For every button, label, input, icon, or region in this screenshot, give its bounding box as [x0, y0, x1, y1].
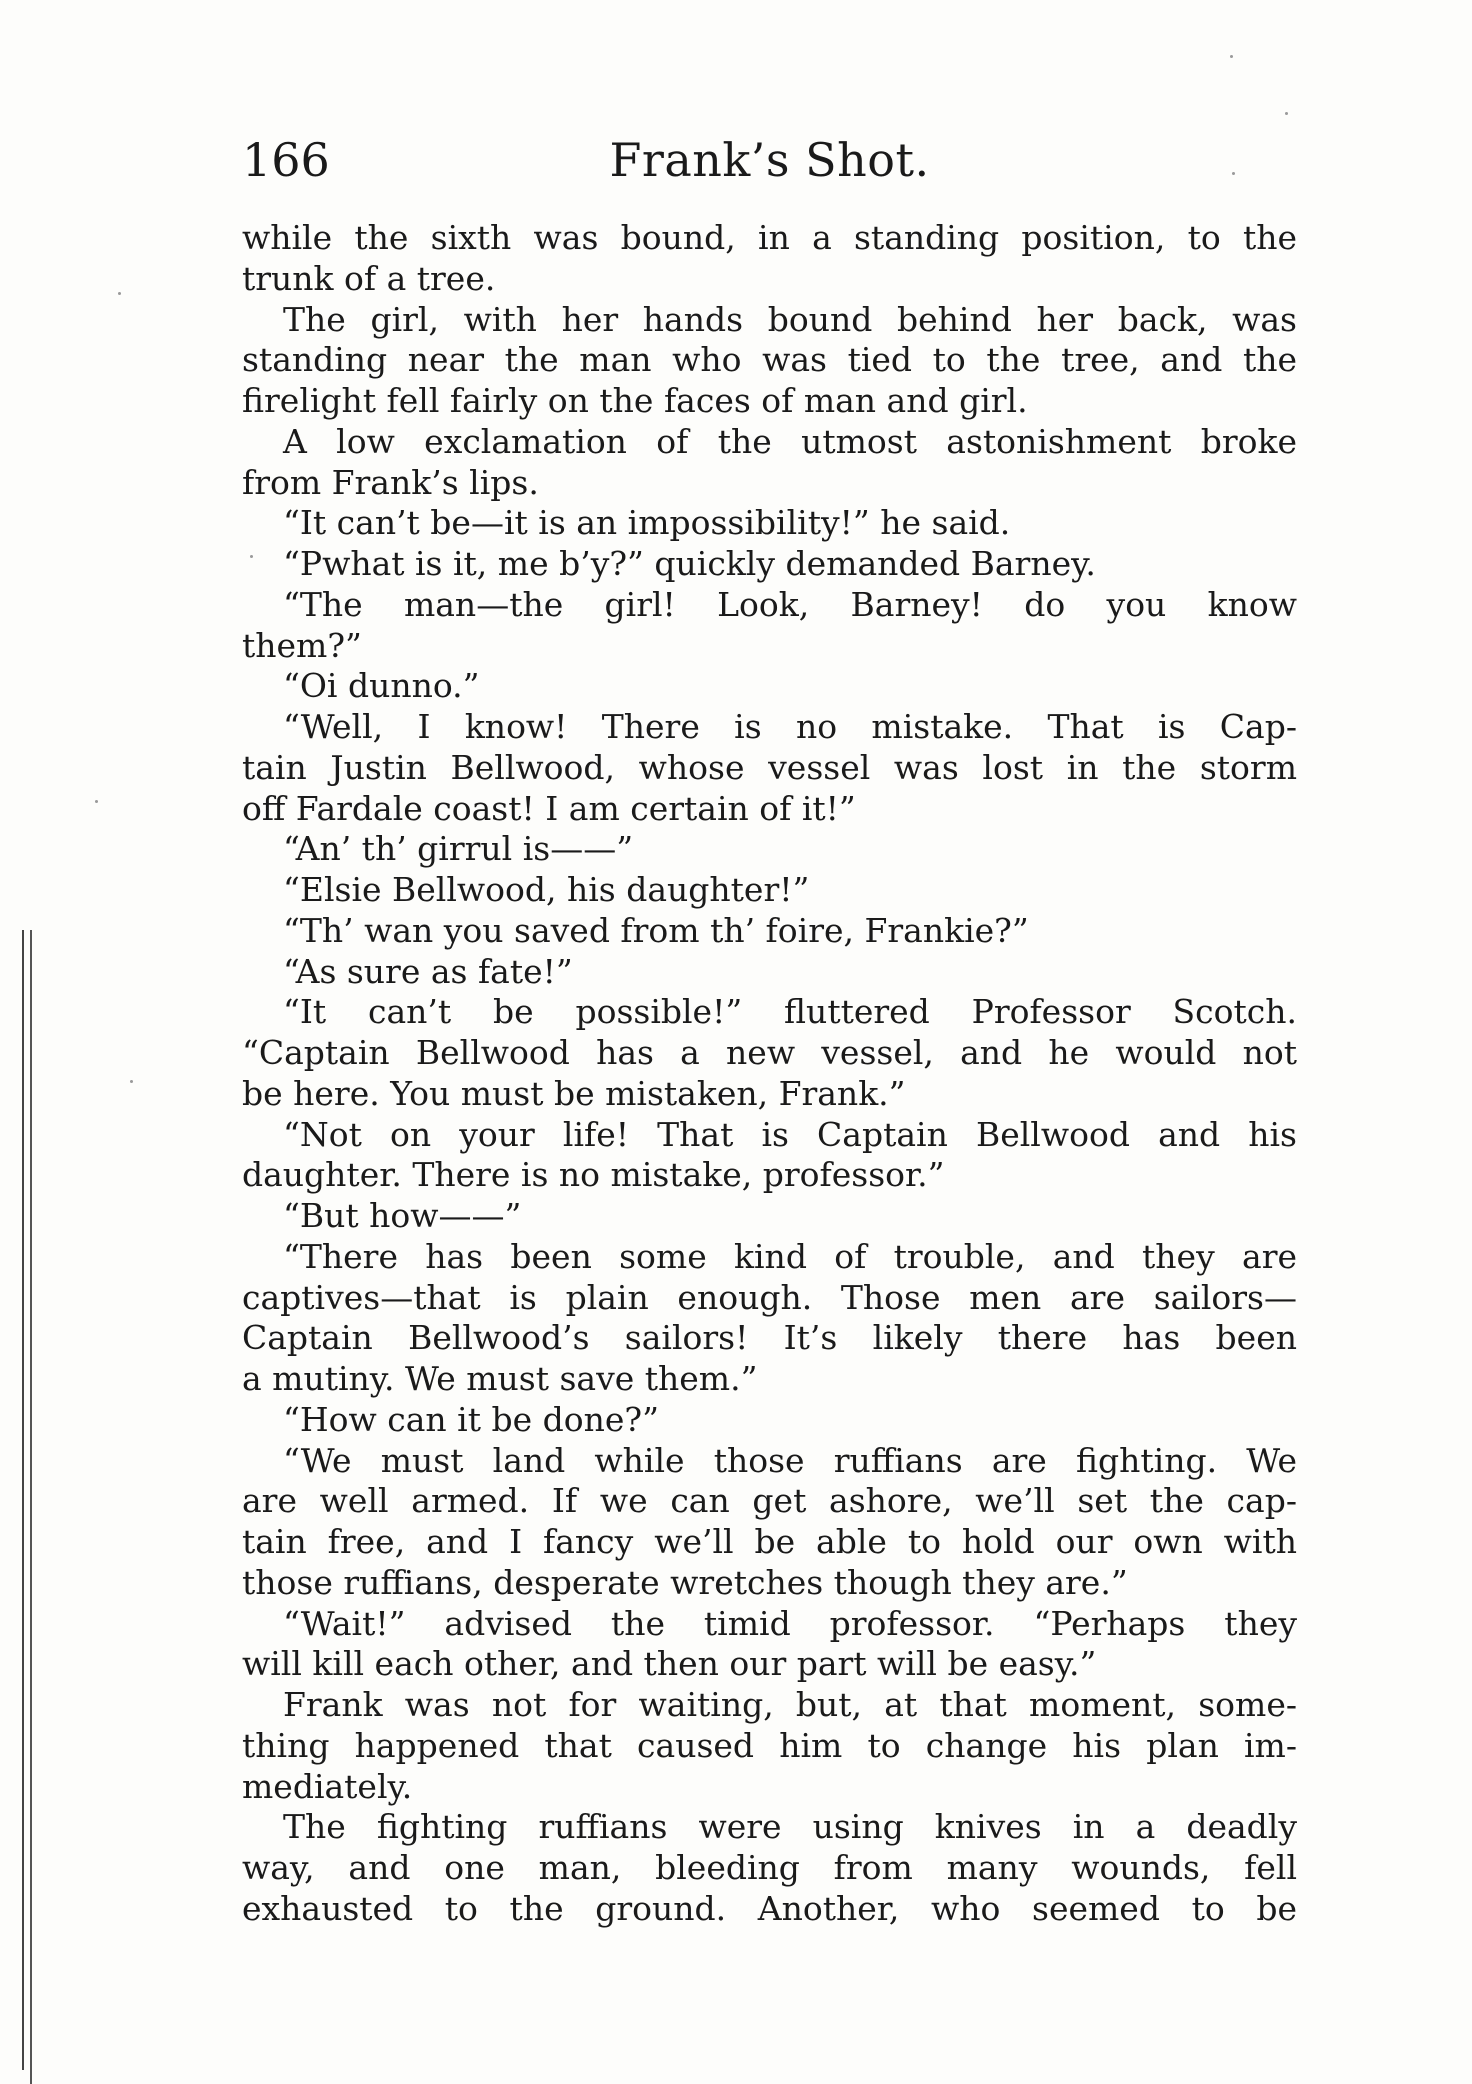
- text-line: daughter. There is no mistake, professor.”: [242, 1155, 945, 1195]
- text-line: “An’ th’ girrul is——”: [283, 829, 634, 869]
- text-line: will kill each other, and then our part will be easy.”: [242, 1644, 1097, 1684]
- text-line: “Elsie Bellwood, his daughter!”: [283, 870, 810, 909]
- text-line: “We must land while those ruffians are fighting. We: [283, 1440, 1297, 1480]
- text-line: those ruffians, desperate wretches though they are.”: [242, 1562, 1128, 1602]
- text-line: while the sixth was bound, in a standing position, to the: [242, 218, 1297, 257]
- text-line: “Well, I know! There is no mistake. That is Cap-: [283, 707, 1297, 746]
- text-line: from Frank’s lips.: [242, 462, 539, 502]
- text-line: Captain Bellwood’s sailors! It’s likely there has been: [242, 1318, 1297, 1358]
- text-line: The girl, with her hands bound behind her back, was: [283, 299, 1297, 339]
- body-text: [242, 218, 1297, 1930]
- text-line: be here. You must be mistaken, Frank.”: [242, 1073, 906, 1113]
- running-title: Frank’s Shot.: [609, 133, 930, 187]
- text-line: mediately.: [242, 1766, 413, 1806]
- text-line: trunk of a tree.: [242, 258, 496, 298]
- text-line: tain Justin Bellwood, whose vessel was lost in the storm: [242, 747, 1297, 787]
- text-line: “Not on your life! That is Captain Bellwood and his: [283, 1114, 1297, 1154]
- text-line: “It can’t be possible!” fluttered Professor Scotch.: [283, 992, 1297, 1032]
- text-line: “The man—the girl! Look, Barney! do you know: [283, 584, 1297, 624]
- page-number: 166: [242, 133, 330, 187]
- binding-edge-line: [22, 930, 24, 2070]
- text-line: The fighting ruffians were using knives in a deadly: [283, 1807, 1297, 1847]
- text-line: exhausted to the ground. Another, who seemed to be: [242, 1888, 1297, 1928]
- text-line: “Th’ wan you saved from th’ foire, Frankie?”: [283, 910, 1029, 950]
- binding-edge-line: [30, 930, 32, 2084]
- text-line: them?”: [242, 625, 362, 665]
- text-line: thing happened that caused him to change his plan im-: [242, 1725, 1297, 1765]
- text-line: A low exclamation of the utmost astonishment broke: [283, 421, 1297, 461]
- text-line: way, and one man, bleeding from many wounds, fell: [242, 1848, 1297, 1887]
- text-line: “But how——”: [283, 1196, 522, 1235]
- text-line: “Captain Bellwood has a new vessel, and he would not: [242, 1033, 1297, 1072]
- text-line: “Oi dunno.”: [283, 666, 480, 706]
- text-line: “Pwhat is it, me b’y?” quickly demanded Barney.: [283, 544, 1096, 583]
- page-header: [242, 128, 1297, 198]
- text-line: are well armed. If we can get ashore, we’ll set the cap-: [242, 1481, 1297, 1521]
- text-line: a mutiny. We must save them.”: [242, 1359, 758, 1398]
- text-line: “It can’t be—it is an impossibility!” he said.: [283, 503, 1011, 543]
- text-line: Frank was not for waiting, but, at that moment, some-: [283, 1685, 1297, 1724]
- text-line: “How can it be done?”: [283, 1399, 659, 1439]
- text-line: “There has been some kind of trouble, and they are: [283, 1236, 1297, 1276]
- text-line: “Wait!” advised the timid professor. “Perhaps they: [283, 1603, 1297, 1643]
- text-line: off Fardale coast! I am certain of it!”: [242, 788, 856, 828]
- text-line: “As sure as fate!”: [283, 951, 573, 991]
- text-line: captives—that is plain enough. Those men are sailors—: [242, 1277, 1297, 1317]
- text-line: firelight fell fairly on the faces of man and girl.: [242, 381, 1028, 420]
- text-line: standing near the man who was tied to the tree, and the: [242, 340, 1297, 380]
- text-line: tain free, and I fancy we’ll be able to hold our own with: [242, 1522, 1297, 1561]
